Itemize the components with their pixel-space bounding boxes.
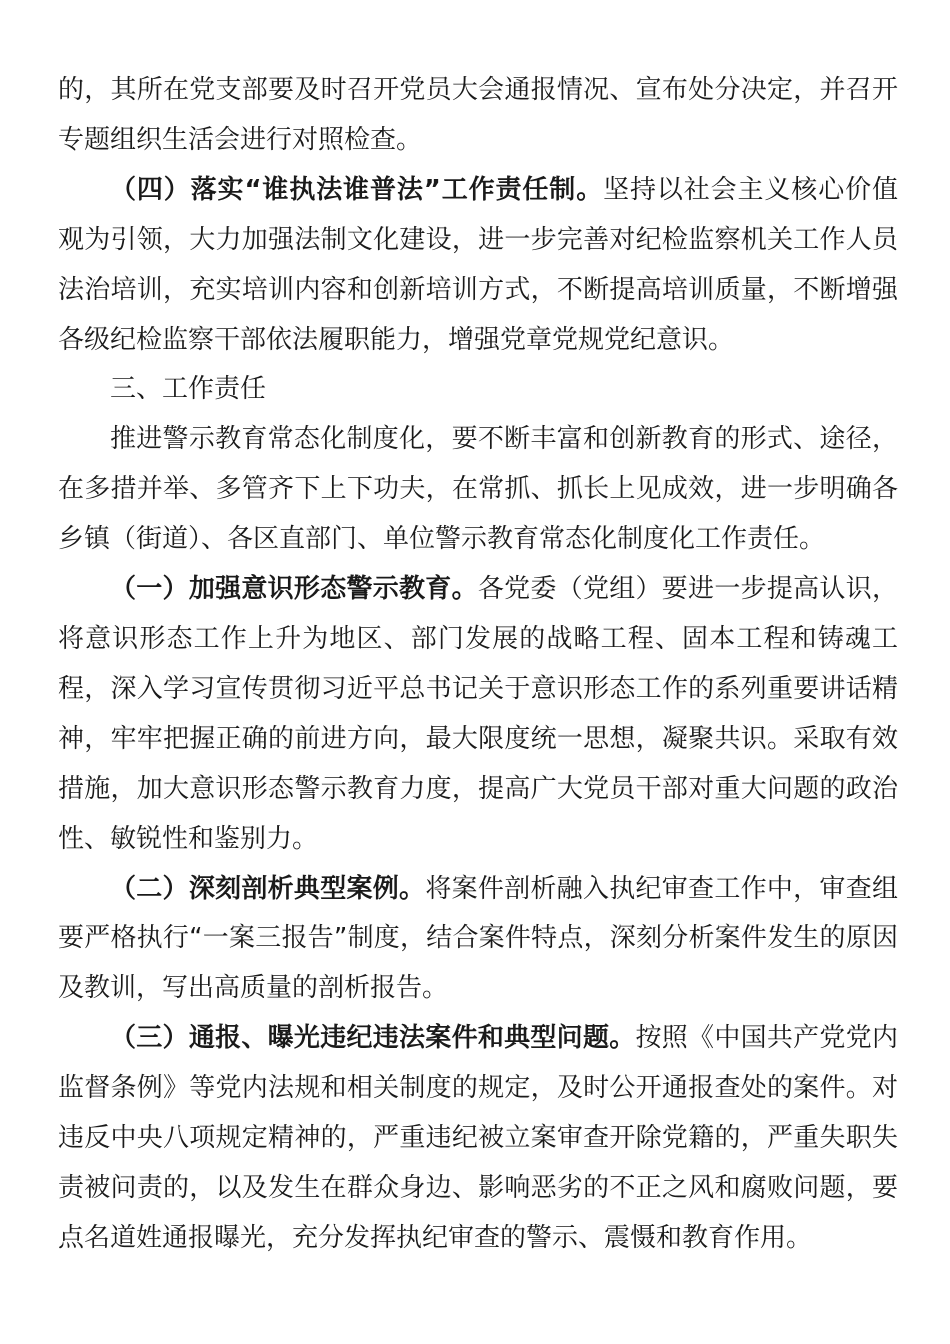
paragraph-text: 坚持以社会主义核心价值观为引领，大力加强法制文化建设，进一步完善对纪检监察机关工作人员法治培训，充实培训内容和创新培训方式，不断提高培训质量，不断增强各级纪检监察干部依法履职能力，增强党章党规党纪意识。 — [58, 174, 898, 355]
section-title-work-responsibility — [58, 365, 898, 415]
paragraph-text: 推进警示教育常态化制度化，要不断丰富和创新教育的形式、途径，在多措并举、多管齐下上下功夫，在常抓、抓长上见成效，进一步明确各乡镇（街道）、各区直部门、单位警示教育常态化制度化工作责任。 — [58, 424, 898, 555]
paragraph-continuation — [58, 66, 898, 166]
paragraph-item-3 — [58, 1014, 898, 1264]
paragraph-heading: （一）加强意识形态警示教育。 — [110, 574, 478, 605]
paragraph-text: 的，其所在党支部要及时召开党员大会通报情况、宣布处分决定，并召开专题组织生活会进行对照检查。 — [58, 75, 898, 155]
paragraph-text: 按照《中国共产党党内监督条例》等党内法规和相关制度的规定，及时公开通报查处的案件。对违反中央八项规定精神的，严重违纪被立案审查开除党籍的，严重失职失责被问责的，以及发生在群众身边、影响恶劣的不正之风和腐败问题，要点名道姓通报曝光，充分发挥执纪审查的警示、震慑和教育作用。 — [58, 1023, 898, 1253]
paragraph-item-1 — [58, 565, 898, 864]
paragraph-intro — [58, 415, 898, 565]
document-body — [58, 66, 898, 1264]
paragraph-text: 各党委（党组）要进一步提高认识，将意识形态工作上升为地区、部门发展的战略工程、固本工程和铸魂工程，深入学习宣传贯彻习近平总书记关于意识形态工作的系列重要讲话精神，牢牢把握正确的前进方向，最大限度统一思想，凝聚共识。采取有效措施，加大意识形态警示教育力度，提高广大党员干部对重大问题的政治性、敏锐性和鉴别力。 — [58, 574, 898, 854]
paragraph-text: 将案件剖析融入执纪审查工作中，审查组要严格执行“一案三报告”制度，结合案件特点，深刻分析案件发生的原因及教训，写出高质量的剖析报告。 — [58, 873, 898, 1004]
paragraph-item-2 — [58, 865, 898, 1015]
paragraph-section-4 — [58, 166, 898, 366]
section-title-text: 三、工作责任 — [110, 374, 267, 405]
paragraph-heading: （二）深刻剖析典型案例。 — [110, 873, 426, 904]
paragraph-heading: （四）落实“谁执法谁普法”工作责任制。 — [110, 174, 604, 205]
paragraph-heading: （三）通报、曝光违纪违法案件和典型问题。 — [110, 1023, 636, 1054]
